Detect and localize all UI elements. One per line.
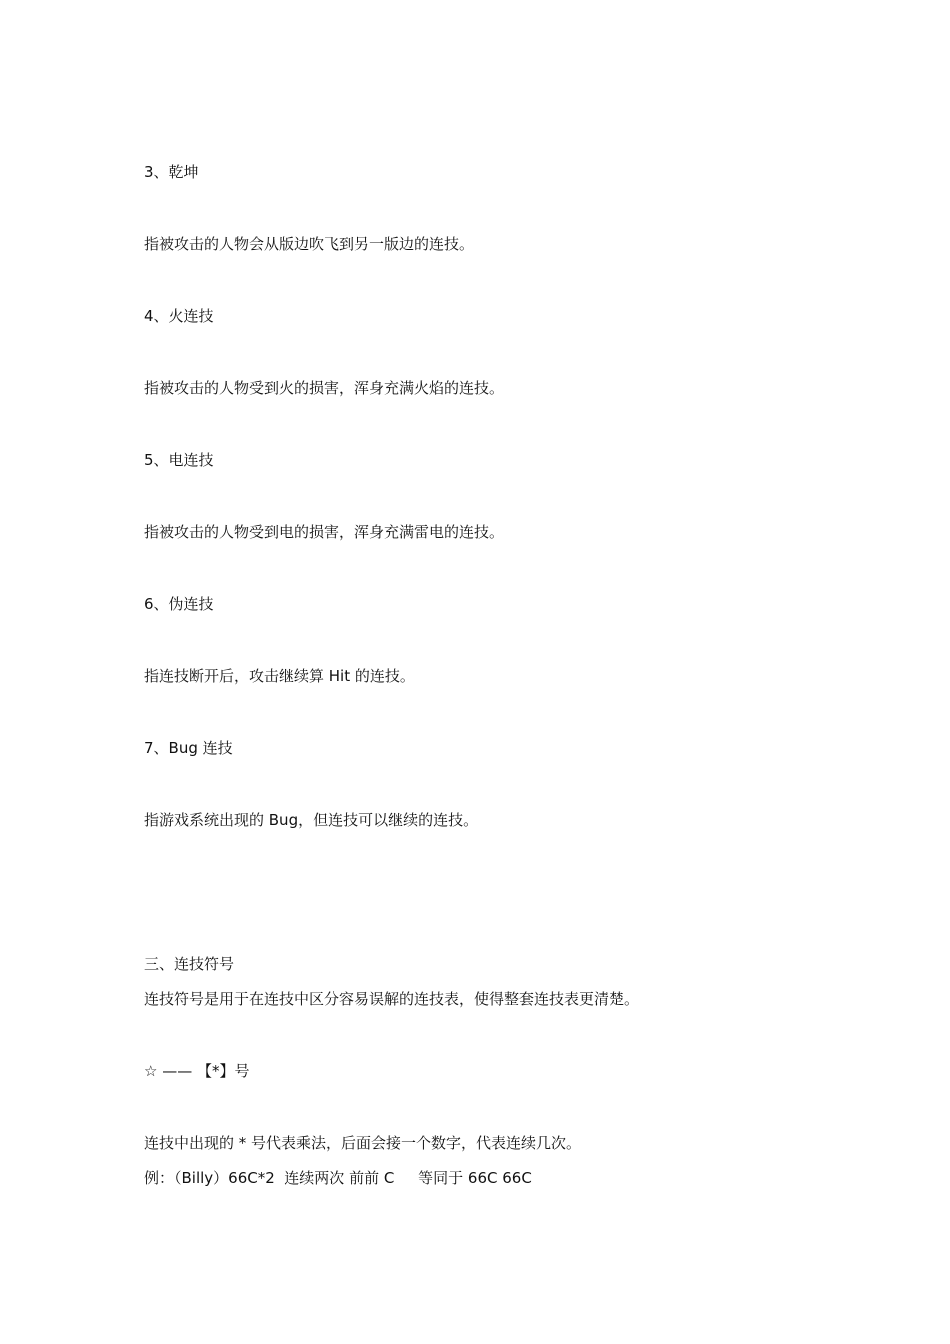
paragraph-qiankun: 指被攻击的人物会从版边吹飞到另一版边的连技。 [144,235,475,253]
heading-bug-combo: 7、Bug 连技 [144,739,233,757]
subheading-asterisk-symbol: ☆ —— 【*】号 [144,1062,250,1080]
heading-qiankun: 3、乾坤 [144,163,199,181]
paragraph-fire-combo: 指被攻击的人物受到火的损害，浑身充满火焰的连技。 [144,379,505,397]
paragraph-combo-symbols: 连技符号是用于在连技中区分容易误解的连技表，使得整套连技表更清楚。 [144,990,640,1008]
example-billy-combo: 例：（Billy）66C*2 连续两次 前前 C 等同于 66C 66C [144,1169,532,1187]
paragraph-electric-combo: 指被攻击的人物受到电的损害，浑身充满雷电的连技。 [144,523,505,541]
section-heading-combo-symbols: 三、连技符号 [144,955,235,973]
heading-fake-combo: 6、伪连技 [144,595,214,613]
paragraph-asterisk-meaning: 连技中出现的 * 号代表乘法，后面会接一个数字，代表连续几次。 [144,1134,582,1152]
paragraph-bug-combo: 指游戏系统出现的 Bug，但连技可以继续的连技。 [144,811,479,829]
heading-electric-combo: 5、电连技 [144,451,214,469]
heading-fire-combo: 4、火连技 [144,307,214,325]
paragraph-fake-combo: 指连技断开后，攻击继续算 Hit 的连技。 [144,667,415,685]
